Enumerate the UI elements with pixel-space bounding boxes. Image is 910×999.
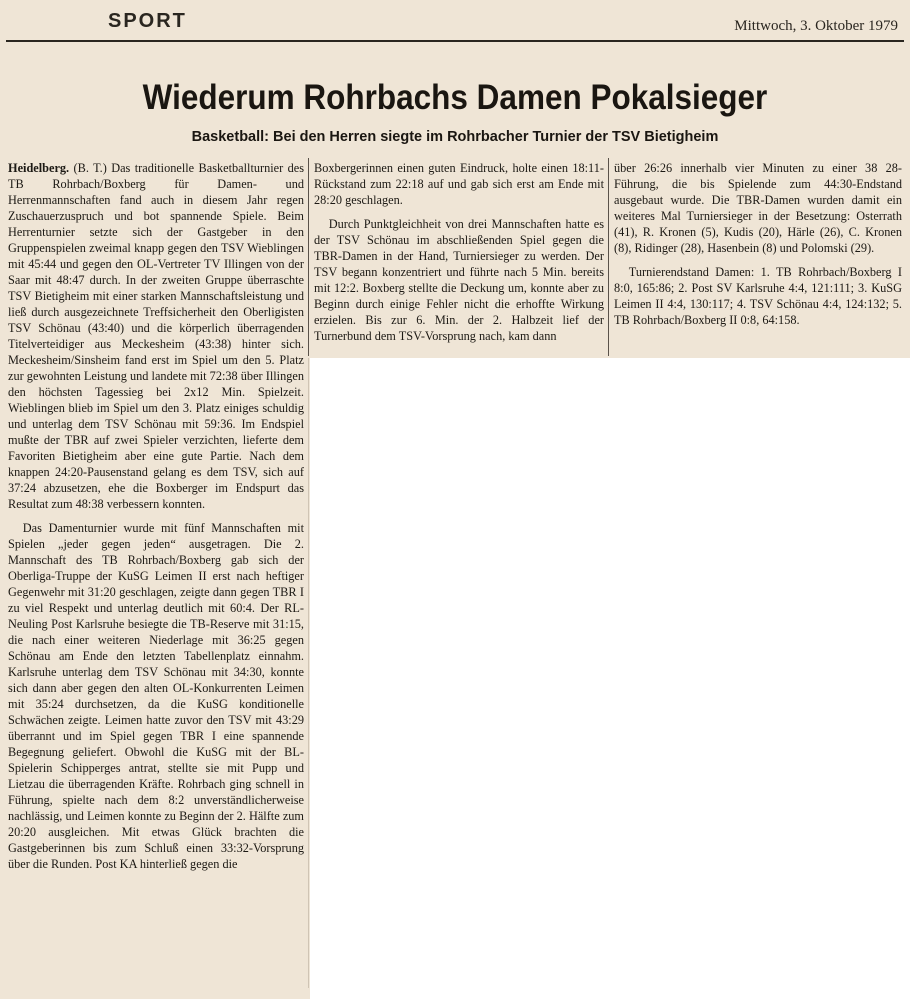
paragraph-text: (B. T.) Das traditionelle Basketballturnier des TB Rohrbach/Boxberg für Damen- und Herrenmannschaften fand auch in diesem Jahr regen Zuschauerzuspruch und bot spannende Spiele. Beim Herrenturnier setzte sich der Gastgeber in den Gruppenspielen zweimal knapp gegen den TSV Wieblingen mit 45:44 und gegen den OL-Vertreter TV Illingen von der Saar mit 48:47 durch. In der zweiten Gruppe überraschte TSV Bietigheim mit einer starken Mannschaftsleistung und ließ durch ausgezeichnete Treffsicherheit den Oberligisten TSV Schönau (43:40) und die körperlich überragenden Titelverteidiger aus Meckesheim (43:38) hinter sich. Meckesheim/Sinsheim fand erst im Spiel um den 5. Platz zur gewohnten Leistung und landete mit 72:38 über Illingen den höchsten Tagessieg bei 2x12 Min. Spielzeit. Wieblingen blieb im Spiel um den 3. Platz einiges schuldig und unterlag dem TSV Schönau mit 59:36. Im Endspiel mußte der TBR auf zwei Spieler verzichten, lieferte dem Favoriten Bietigheim aber eine gute Partie. Nach dem knappen 24:20-Pausenstand gelang es dem TSV, sich auf 37:24 abzusetzen, ehe die Boxberger im Endspurt das Resultat zum 48:38 verbessern konnten. bbox=[8, 161, 304, 511]
article-column-2 bbox=[314, 160, 604, 344]
article-column-1 bbox=[8, 160, 304, 872]
article-paragraph bbox=[8, 160, 304, 512]
issue-date: Mittwoch, 3. Oktober 1979 bbox=[734, 18, 898, 34]
article-paragraph: Durch Punktgleichheit von drei Mannschaften hatte es der TSV Schönau im abschließenden Spiel gegen die TBR-Damen in der Hand, Turniersieger zu werden. Der TSV begann konzentriert und führte nach 5 Min. bereits mit 12:2. Boxberg stellte die Deckung um, konnte aber zu Beginn durch einige Fehler nicht die erhoffte Wirkung erzielen. Bis zur 6. Min. der 2. Halbzeit lief der Turnerbund dem TSV-Vorsprung nach, kam dann bbox=[314, 217, 604, 343]
column-divider bbox=[608, 158, 609, 356]
article-paragraph: Boxbergerinnen einen guten Eindruck, holte einen 18:11-Rückstand zum 22:18 auf und gab sich erst am Ende mit 28:20 geschlagen. bbox=[314, 161, 604, 207]
section-label: SPORT bbox=[108, 10, 187, 32]
header-rule bbox=[6, 40, 904, 42]
column-divider bbox=[308, 158, 309, 356]
article-column-3 bbox=[614, 160, 902, 328]
page-header bbox=[0, 0, 910, 50]
article-subheadline: Basketball: Bei den Herren siegte im Rohrbacher Turnier der TSV Bietigheim bbox=[191, 129, 719, 145]
article-paragraph: Das Damenturnier wurde mit fünf Mannschaften mit Spielen „jeder gegen jeden“ ausgetragen. Die 2. Mannschaft des TB Rohrbach/Boxberg gab sich der Oberliga-Truppe der KuSG Leimen II erst nach heftiger Gegenwehr mit 31:20 geschlagen, zeigte dann gegen TBR I zu viel Respekt und unterlag deutlich mit 60:4. Der RL-Neuling Post Karlsruhe besiegte die TB-Reserve mit 31:15, die nach einer weiteren Niederlage mit 36:25 gegen Schönau am Ende den letzten Tabellenplatz einnahm. Karlsruhe unterlag dem TSV Schönau mit 34:30, konnte sich dann aber gegen den alten OL-Konkurrenten Leimen mit 35:24 durchsetzen, da die KuSG konditionelle Schwächen zeigte. Leimen hatte zuvor den TSV mit 43:29 überrannt und im Spiel gegen TBR I eine spannende Begegnung geliefert. Obwohl die KuSG mit der BL-Spielerin Schipperges antrat, stellte sie mit Pupp und Lietzau die überragenden Kräfte. Rohrbach ging schnell in Führung, spielte nach dem 8:2 unverständlicherweise nachlässig, und Leimen konnte zu Beginn der 2. Hälfte zum 20:20 ausgleichen. Mit etwas Glück brachten die Gastgeberinnen bis zum Schluß einen 33:32-Vorsprung über die Runden. Post KA hinterließ gegen die bbox=[8, 521, 304, 871]
article-paragraph: über 26:26 innerhalb vier Minuten zu einer 38 28-Führung, die bis Spielende zum 44:30-Endstand ausgebaut wurde. Die TBR-Damen wurden damit ein weiteres Mal Turniersieger in der Besetzung: Osterrath (41), R. Kronen (5), Kudis (20), Härle (26), C. Kronen (8), Ridinger (28), Hasenbein (8) und Polomski (29). bbox=[614, 161, 902, 255]
article-paragraph: Turnierendstand Damen: 1. TB Rohrbach/Boxberg I 8:0, 165:86; 2. Post SV Karlsruhe 4:4, 121:111; 3. KuSG Leimen II 4:4, 130:117; 4. TSV Schönau 4:4, 124:132; 5. TB Rohrbach/Boxberg II 0:8, 64:158. bbox=[614, 265, 902, 327]
column-divider bbox=[308, 358, 309, 988]
article-headline: Wiederum Rohrbachs Damen Pokalsieger bbox=[142, 78, 768, 117]
article-dateline: Heidelberg. bbox=[8, 161, 70, 175]
